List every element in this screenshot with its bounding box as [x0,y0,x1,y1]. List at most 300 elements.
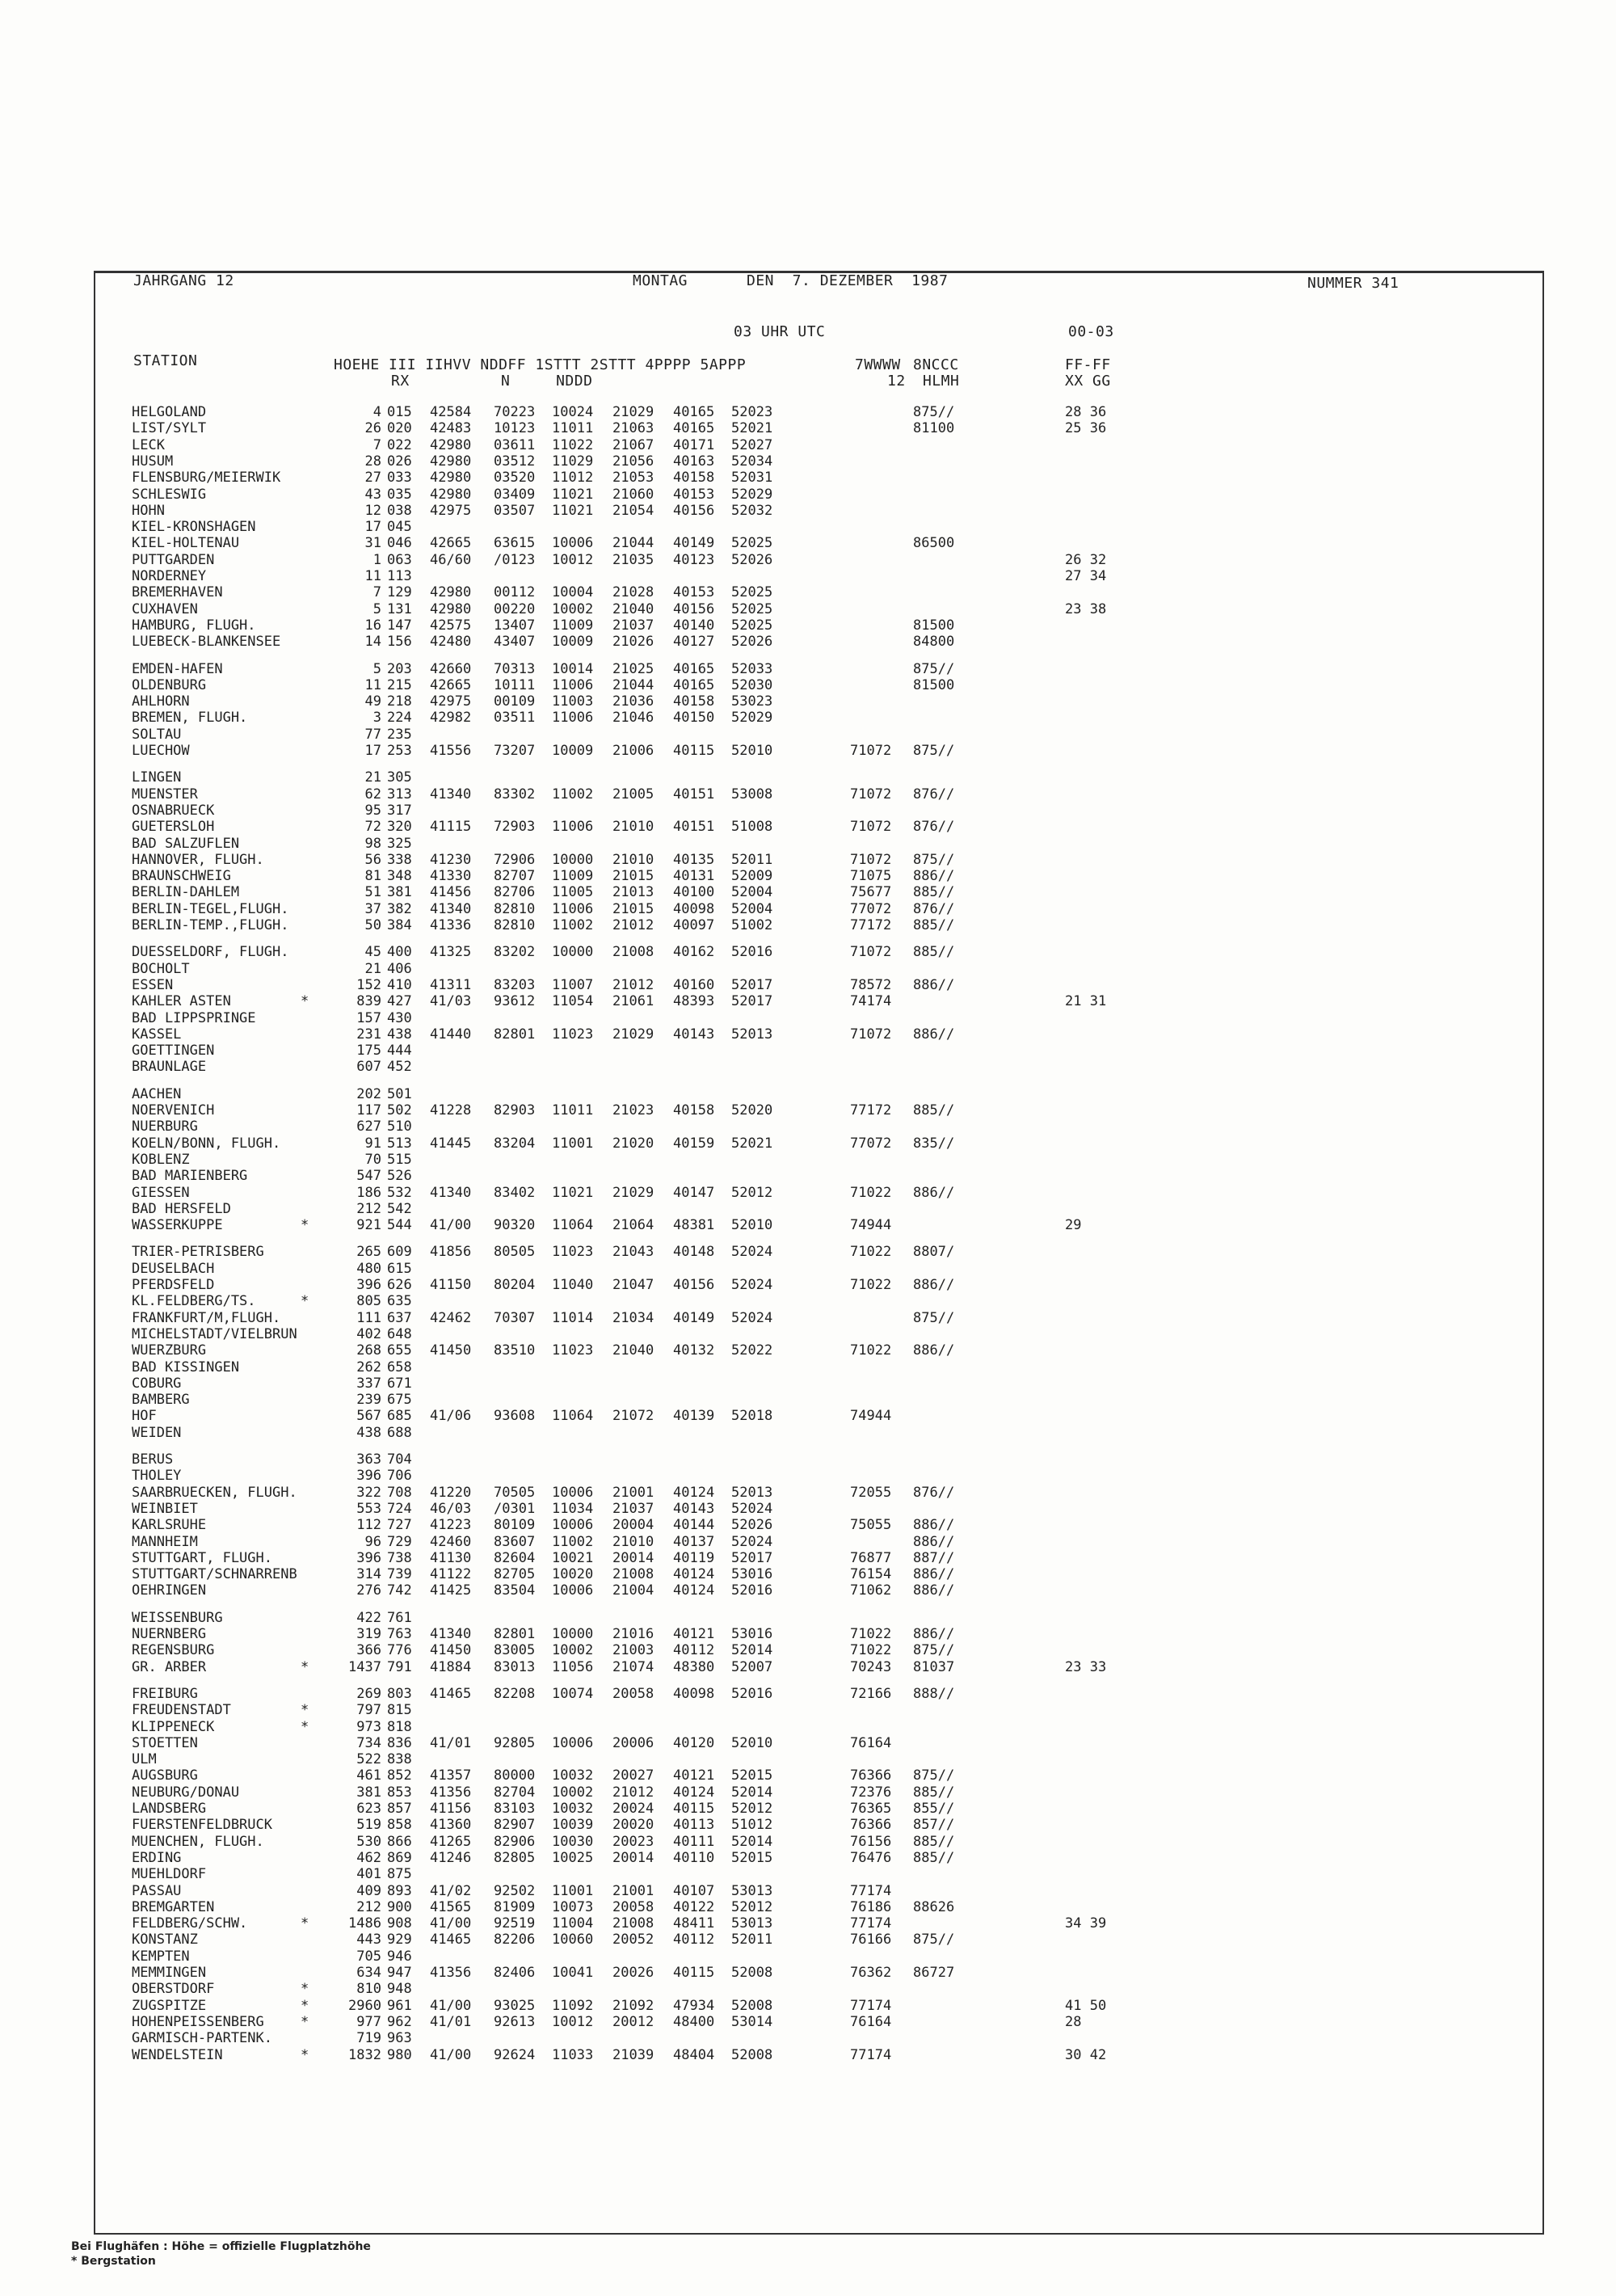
station-name: OEHRINGEN [132,1582,207,1599]
group-iihvv: 41465 [430,1685,472,1702]
station-name: PFERDSFELD [132,1277,215,1293]
group-4pppp: 48400 [673,2013,715,2030]
group-nddff: 83013 [494,1658,536,1675]
station-number: 706 [387,1468,412,1485]
station-number: 542 [387,1200,412,1217]
group-5appp: 52011 [731,1932,773,1948]
height: 95 [364,802,381,819]
group-iihvv: 41/00 [430,2046,472,2063]
group-nddff: 82805 [494,1849,536,1866]
height: 1 [372,551,381,568]
height: 28 [364,453,381,470]
group-1sttt: 10006 [552,1582,594,1599]
station-number: 046 [387,535,412,552]
station-name: HOHN [132,502,165,519]
group-1sttt: 10014 [552,660,594,677]
group-8nccc: 876// [913,819,955,836]
group-2sttt: 20052 [612,1932,654,1948]
station-name: BREMGARTEN [132,1898,215,1915]
group-5appp: 52014 [731,1642,773,1659]
group-1sttt: 11012 [552,470,594,487]
group-4pppp: 40150 [673,710,715,727]
station-name: HANNOVER, FLUGH. [132,851,264,868]
group-8nccc: 84800 [913,634,955,651]
group-4pppp: 40143 [673,1500,715,1517]
station-name: FREUDENSTADT [132,1702,231,1719]
height: 265 [356,1244,381,1261]
group-4pppp: 40115 [673,1801,715,1817]
height: 627 [356,1119,381,1135]
station-number: 962 [387,2013,412,2030]
group-nddff: 10111 [494,676,536,693]
station-number: 033 [387,470,412,487]
station-name: MUEHLDORF [132,1866,207,1883]
group-nddff: 72906 [494,851,536,868]
station-number: 438 [387,1026,412,1043]
group-nddff: 92805 [494,1734,536,1751]
height: 443 [356,1932,381,1948]
station-name: LUEBECK-BLANKENSEE [132,634,281,651]
station-number: 929 [387,1932,412,1948]
group-8nccc: 876// [913,786,955,803]
group-2sttt: 21044 [612,535,654,552]
group-1sttt: 10073 [552,1898,594,1915]
group-1sttt: 11006 [552,676,594,693]
station-name: WASSERKUPPE [132,1217,223,1234]
station-number: 430 [387,1009,412,1026]
group-nddff: 03611 [494,436,536,453]
group-8nccc: 886// [913,1342,955,1359]
group-8nccc: 886// [913,1566,955,1583]
group-nddff: 63615 [494,535,536,552]
group-5appp: 52026 [731,634,773,651]
group-1sttt: 11021 [552,486,594,503]
station-name: MICHELSTADT/VIELBRUN [132,1325,297,1342]
station-number: 022 [387,436,412,453]
group-2sttt: 20014 [612,1849,654,1866]
station-number: 215 [387,676,412,693]
group-8nccc: 875// [913,660,955,677]
group-8nccc: 81037 [913,1658,955,1675]
station-name: STUTTGART, FLUGH. [132,1549,272,1566]
group-1sttt: 10012 [552,551,594,568]
station-name: AHLHORN [132,693,190,710]
group-8nccc: 875// [913,851,955,868]
group-5appp: 52024 [731,1533,773,1550]
group-7wwww: 74944 [850,1217,892,1234]
station-name: HOF [132,1408,157,1425]
group-4pppp: 40124 [673,1784,715,1801]
station-name: SOLTAU [132,726,182,743]
group-nddff: 83607 [494,1533,536,1550]
height: 14 [364,634,381,651]
group-2sttt: 21043 [612,1244,654,1261]
group-nddff: 82810 [494,917,536,933]
group-2sttt: 20058 [612,1685,654,1702]
station-number: 317 [387,802,412,819]
group-iihvv: 41450 [430,1642,472,1659]
station-name: REGENSBURG [132,1642,215,1659]
station-name: LINGEN [132,769,182,786]
group-iihvv: 41456 [430,884,472,901]
height: 31 [364,535,381,552]
group-7wwww: 76476 [850,1849,892,1866]
group-4pppp: 40151 [673,819,715,836]
group-8nccc: 81500 [913,676,955,693]
height: 62 [364,786,381,803]
station-name: CUXHAVEN [132,600,198,617]
height: 705 [356,1948,381,1965]
group-nddff: 70505 [494,1484,536,1501]
station-name: WEISSENBURG [132,1609,223,1626]
station-name: BERLIN-DAHLEM [132,884,240,901]
group-1sttt: 10041 [552,1965,594,1981]
group-8nccc: 86500 [913,535,955,552]
station-name: GUETERSLOH [132,819,215,836]
group-4pppp: 40156 [673,600,715,617]
height: 1832 [348,2046,381,2063]
group-8nccc: 885// [913,1102,955,1119]
group-iihvv: 41425 [430,1582,472,1599]
group-2sttt: 21056 [612,453,654,470]
group-2sttt: 21020 [612,1135,654,1152]
group-nddff: 92624 [494,2046,536,2063]
group-4pppp: 40171 [673,436,715,453]
group-5appp: 52034 [731,453,773,470]
group-2sttt: 21060 [612,486,654,503]
group-1sttt: 10004 [552,584,594,601]
group-nddff: 83202 [494,944,536,961]
group-iihvv: 42660 [430,660,472,677]
group-1sttt: 10002 [552,1642,594,1659]
station-name: HOHENPEISSENBERG [132,2013,264,2030]
group-5appp: 51012 [731,1817,773,1834]
group-7wwww: 71072 [850,1026,892,1043]
height: 3 [372,710,381,727]
group-8nccc: 886// [913,1277,955,1293]
group-iihvv: 41340 [430,900,472,917]
station-name: OBERSTDORF [132,1981,215,1998]
group-8nccc: 886// [913,868,955,885]
group-4pppp: 40127 [673,634,715,651]
col-7wwww-header: 7WWWW [855,356,901,373]
group-iihvv: 42975 [430,693,472,710]
group-4pppp: 40097 [673,917,715,933]
group-5appp: 52020 [731,1102,773,1119]
station-number: 015 [387,404,412,420]
height: 522 [356,1751,381,1768]
height: 553 [356,1500,381,1517]
height: 314 [356,1566,381,1583]
station-number: 452 [387,1059,412,1076]
group-2sttt: 21037 [612,617,654,634]
group-5appp: 52014 [731,1833,773,1850]
group-1sttt: 11021 [552,502,594,519]
group-8nccc: 835// [913,1135,955,1152]
group-8nccc: 886// [913,1517,955,1534]
group-7wwww: 72376 [850,1784,892,1801]
height: 319 [356,1626,381,1642]
station-number: 648 [387,1325,412,1342]
group-8nccc: 875// [913,404,955,420]
station-number: 739 [387,1566,412,1583]
group-2sttt: 21025 [612,660,654,677]
height: 5 [372,600,381,617]
height: 50 [364,917,381,933]
station-number: 502 [387,1102,412,1119]
group-5appp: 52010 [731,743,773,759]
group-nddff: 82906 [494,1833,536,1850]
group-2sttt: 21054 [612,502,654,519]
group-2sttt: 21040 [612,1342,654,1359]
group-2sttt: 21053 [612,470,654,487]
height: 11 [364,568,381,584]
height: 921 [356,1217,381,1234]
station-number: 803 [387,1685,412,1702]
group-2sttt: 21004 [612,1582,654,1599]
group-7wwww: 77172 [850,1102,892,1119]
station-name: AACHEN [132,1085,182,1102]
group-4pppp: 40100 [673,884,715,901]
station-number: 253 [387,743,412,759]
station-number: 729 [387,1533,412,1550]
group-2sttt: 21023 [612,1102,654,1119]
mountain-marker: * [301,1915,309,1932]
group-7wwww: 72055 [850,1484,892,1501]
group-5appp: 53008 [731,786,773,803]
group-4pppp: 40156 [673,502,715,519]
group-5appp: 52013 [731,1026,773,1043]
group-iihvv: 41156 [430,1801,472,1817]
group-iihvv: 42483 [430,420,472,437]
group-7wwww: 71072 [850,944,892,961]
height: 977 [356,2013,381,2030]
group-5appp: 52012 [731,1801,773,1817]
group-7wwww: 71022 [850,1642,892,1659]
station-number: 704 [387,1451,412,1468]
station-name: STUTTGART/SCHNARRENB [132,1566,297,1583]
group-nddff: 83005 [494,1642,536,1659]
station-number: 900 [387,1898,412,1915]
group-4pppp: 40156 [673,1277,715,1293]
station-number: 338 [387,851,412,868]
footnote-airport: Bei Flughäfen : Höhe = offizielle Flugplatzhöhe [71,2240,371,2253]
station-number: 908 [387,1915,412,1932]
group-iihvv: 42980 [430,584,472,601]
group-5appp: 52026 [731,1517,773,1534]
height: 276 [356,1582,381,1599]
group-4pppp: 40107 [673,1882,715,1899]
station-name: HAMBURG, FLUGH. [132,617,256,634]
group-1sttt: 11003 [552,693,594,710]
group-4pppp: 40139 [673,1408,715,1425]
station-name: FRANKFURT/M,FLUGH. [132,1309,281,1326]
group-2sttt: 21008 [612,1566,654,1583]
station-name: NOERVENICH [132,1102,215,1119]
station-name: TRIER-PETRISBERG [132,1244,264,1261]
station-name: KARLSRUHE [132,1517,207,1534]
group-8nccc: 887// [913,1549,955,1566]
height: 396 [356,1468,381,1485]
height: 1486 [348,1915,381,1932]
station-name: COBURG [132,1375,182,1392]
group-nddff: 83504 [494,1582,536,1599]
group-ff: 28 36 [1065,404,1107,420]
group-iihvv: 41/06 [430,1408,472,1425]
day: MONTAG [633,272,688,289]
group-5appp: 53014 [731,2013,773,2030]
group-4pppp: 48411 [673,1915,715,1932]
group-4pppp: 40121 [673,1767,715,1784]
group-1sttt: 10000 [552,944,594,961]
group-iihvv: 42980 [430,453,472,470]
group-iihvv: 41122 [430,1566,472,1583]
group-7wwww: 76362 [850,1965,892,1981]
group-1sttt: 10002 [552,1784,594,1801]
group-8nccc: 81500 [913,617,955,634]
station-number: 526 [387,1168,412,1185]
group-7wwww: 77174 [850,2046,892,2063]
group-4pppp: 40165 [673,676,715,693]
group-4pppp: 40151 [673,786,715,803]
height: 12 [364,502,381,519]
group-2sttt: 20012 [612,2013,654,2030]
col-station-header: STATION [133,352,198,369]
group-4pppp: 48381 [673,1217,715,1234]
mountain-marker: * [301,1981,309,1998]
height: 797 [356,1702,381,1719]
height: 607 [356,1059,381,1076]
station-number: 818 [387,1718,412,1735]
station-number: 218 [387,693,412,710]
group-4pppp: 40149 [673,1309,715,1326]
station-number: 961 [387,1997,412,2014]
group-ff: 41 50 [1065,1997,1107,2014]
group-4pppp: 40160 [673,976,715,993]
height: 337 [356,1375,381,1392]
group-ff: 23 33 [1065,1658,1107,1675]
station-name: KL.FELDBERG/TS. [132,1293,256,1310]
station-number: 045 [387,519,412,536]
station-name: HELGOLAND [132,404,207,420]
station-name: KLIPPENECK [132,1718,215,1735]
group-iihvv: 41465 [430,1932,472,1948]
station-number: 381 [387,884,412,901]
group-iihvv: 41884 [430,1658,472,1675]
station-number: 947 [387,1965,412,1981]
station-name: FLENSBURG/MEIERWIK [132,470,281,487]
group-7wwww: 76366 [850,1817,892,1834]
group-4pppp: 48404 [673,2046,715,2063]
issue-number: NUMMER 341 [1307,275,1399,292]
group-nddff: 80109 [494,1517,536,1534]
group-8nccc: 81100 [913,420,955,437]
group-1sttt: 11002 [552,917,594,933]
station-number: 742 [387,1582,412,1599]
station-name: KEMPTEN [132,1948,190,1965]
station-number: 761 [387,1609,412,1626]
group-iihvv: 42980 [430,436,472,453]
station-name: BOCHOLT [132,960,190,977]
group-7wwww: 76154 [850,1566,892,1583]
group-4pppp: 48393 [673,993,715,1010]
group-2sttt: 21015 [612,900,654,917]
station-name: KIEL-HOLTENAU [132,535,240,552]
group-ff: 27 34 [1065,568,1107,584]
group-iihvv: 42980 [430,486,472,503]
height: 1437 [348,1658,381,1675]
group-4pppp: 47934 [673,1997,715,2014]
height: 719 [356,2030,381,2047]
group-nddff: 72903 [494,819,536,836]
station-name: PASSAU [132,1882,182,1899]
station-name: BAMBERG [132,1392,190,1409]
station-name: WENDELSTEIN [132,2046,223,2063]
group-5appp: 53016 [731,1626,773,1642]
group-nddff: 93608 [494,1408,536,1425]
station-number: 063 [387,551,412,568]
station-number: 836 [387,1734,412,1751]
station-number: 671 [387,1375,412,1392]
group-1sttt: 11006 [552,819,594,836]
group-nddff: 00112 [494,584,536,601]
group-1sttt: 11064 [552,1408,594,1425]
height: 623 [356,1801,381,1817]
group-nddff: 83510 [494,1342,536,1359]
group-iihvv: 41450 [430,1342,472,1359]
group-2sttt: 21034 [612,1309,654,1326]
group-iihvv: 41246 [430,1849,472,1866]
group-7wwww: 77172 [850,917,892,933]
group-nddff: 82707 [494,868,536,885]
group-2sttt: 21061 [612,993,654,1010]
group-2sttt: 21047 [612,1277,654,1293]
group-5appp: 52025 [731,600,773,617]
group-1sttt: 10009 [552,743,594,759]
station-name: BAD LIPPSPRINGE [132,1009,256,1026]
station-number: 320 [387,819,412,836]
group-nddff: 82801 [494,1026,536,1043]
group-5appp: 52007 [731,1658,773,1675]
group-7wwww: 72166 [850,1685,892,1702]
station-name: FREIBURG [132,1685,198,1702]
mountain-marker: * [301,1217,309,1234]
height: 462 [356,1849,381,1866]
height: 461 [356,1767,381,1784]
group-iihvv: 41/03 [430,993,472,1010]
group-2sttt: 20026 [612,1965,654,1981]
group-ff: 26 32 [1065,551,1107,568]
group-ff: 21 31 [1065,993,1107,1010]
group-7wwww: 76164 [850,1734,892,1751]
group-1sttt: 10006 [552,1484,594,1501]
group-8nccc: 86727 [913,1965,955,1981]
station-name: BRAUNSCHWEIG [132,868,231,885]
height: 381 [356,1784,381,1801]
group-7wwww: 70243 [850,1658,892,1675]
station-name: BRAUNLAGE [132,1059,207,1076]
group-5appp: 52010 [731,1734,773,1751]
station-number: 724 [387,1500,412,1517]
group-7wwww: 71022 [850,1342,892,1359]
station-number: 869 [387,1849,412,1866]
station-name: NEUBURG/DONAU [132,1784,240,1801]
group-4pppp: 40143 [673,1026,715,1043]
group-8nccc: 8807/ [913,1244,955,1261]
height: 547 [356,1168,381,1185]
group-5appp: 52008 [731,1997,773,2014]
group-1sttt: 10006 [552,535,594,552]
